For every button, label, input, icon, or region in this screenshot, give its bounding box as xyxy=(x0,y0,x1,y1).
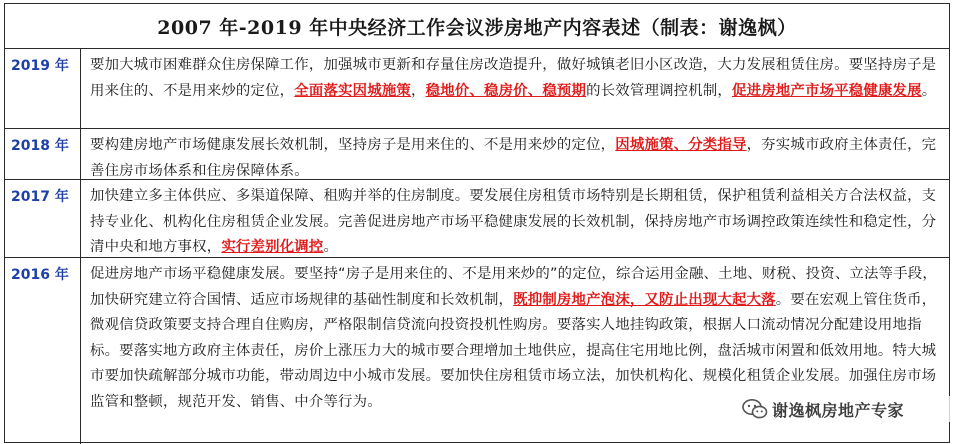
table-row xyxy=(5,180,949,258)
highlighted-text: 实行差别化调控 xyxy=(221,239,324,255)
content-cell xyxy=(81,180,949,257)
content-cell xyxy=(81,129,949,179)
highlighted-text: 促进房地产市场平稳健康发展 xyxy=(732,82,922,99)
content-text: 的长效管理调控机制， xyxy=(586,82,733,99)
year-cell: 2016 年 xyxy=(5,258,81,444)
content-cell xyxy=(81,49,949,128)
table-title: 2007 年-2019 年中央经济工作会议涉房地产内容表述（制表：谢逸枫） xyxy=(5,4,949,49)
watermark-text: 谢逸枫房地产专家 xyxy=(772,400,905,420)
highlighted-text: 因城施策、分类指导 xyxy=(615,137,747,153)
policy-table xyxy=(4,3,950,443)
content-text: ， xyxy=(411,82,426,99)
content-text: 要构建房地产市场健康发展长效机制，坚持房子是用来住的、不是用来炒的定位， xyxy=(90,137,616,153)
content-text: 。 xyxy=(323,239,339,255)
year-cell: 2017 年 xyxy=(5,180,81,257)
table-row xyxy=(5,49,949,129)
highlighted-text: 全面落实因城施策 xyxy=(294,82,412,99)
highlighted-text: 稳地价、稳房价、稳预期 xyxy=(425,82,587,99)
table-row xyxy=(5,129,949,180)
highlighted-text: 既抑制房地产泡沫，又防止出现大起大落 xyxy=(513,291,776,308)
content-text: 要加大城市困难群众住房保障工作，加强城市更新和存量住房改造提升，做好城镇老旧小区改造，大力发展租赁住房。要坚持房子是用来住的、不是用来炒的定位， xyxy=(90,57,937,99)
content-text: ，夯实城市政府主体责任，完善住房市场体系和住房保障体系。 xyxy=(90,137,937,179)
wechat-icon xyxy=(742,398,768,420)
content-text: 。 xyxy=(921,82,937,99)
content-text: 。要在宏观上管住货币，微观信贷政策要支持合理自住购房，严格限制信贷流向投资投机性购房。要落实人地挂钩政策，根据人口流动情况分配建设用地指标。要落实地方政府主体责任，房价上涨压力大的城市要合理增加土地供应，提高住宅用地比例，盘活城市闲置和低效用地。特大城市要加快疏解部分城市功能，带动周边中小城市发展。要加快住房租赁市场立法，加快机构化、规模化租赁企业发展。加强住房市场监管和整顿，规范开发、销售、中介等行为。 xyxy=(90,291,937,410)
content-text: 加快建立多主体供应、多渠道保障、租购并举的住房制度。要发展住房租赁市场特别是长期租赁，保护租赁利益相关方合法权益，支持专业化、机构化住房租赁企业发展。完善促进房地产市场平稳健康发展的长效机制，保持房地产市场调控政策连续性和稳定性，分清中央和地方事权， xyxy=(90,188,937,255)
year-cell: 2019 年 xyxy=(5,49,81,128)
year-cell: 2018 年 xyxy=(5,129,81,179)
content-text: 促进房地产市场平稳健康发展。要坚持“房子是用来住的、不是用来炒的”的定位，综合运用金融、土地、财税、投资、立法等手段，加快研究建立符合国情、适应市场规律的基础性制度和长效机制， xyxy=(90,266,937,308)
watermark xyxy=(742,396,952,422)
